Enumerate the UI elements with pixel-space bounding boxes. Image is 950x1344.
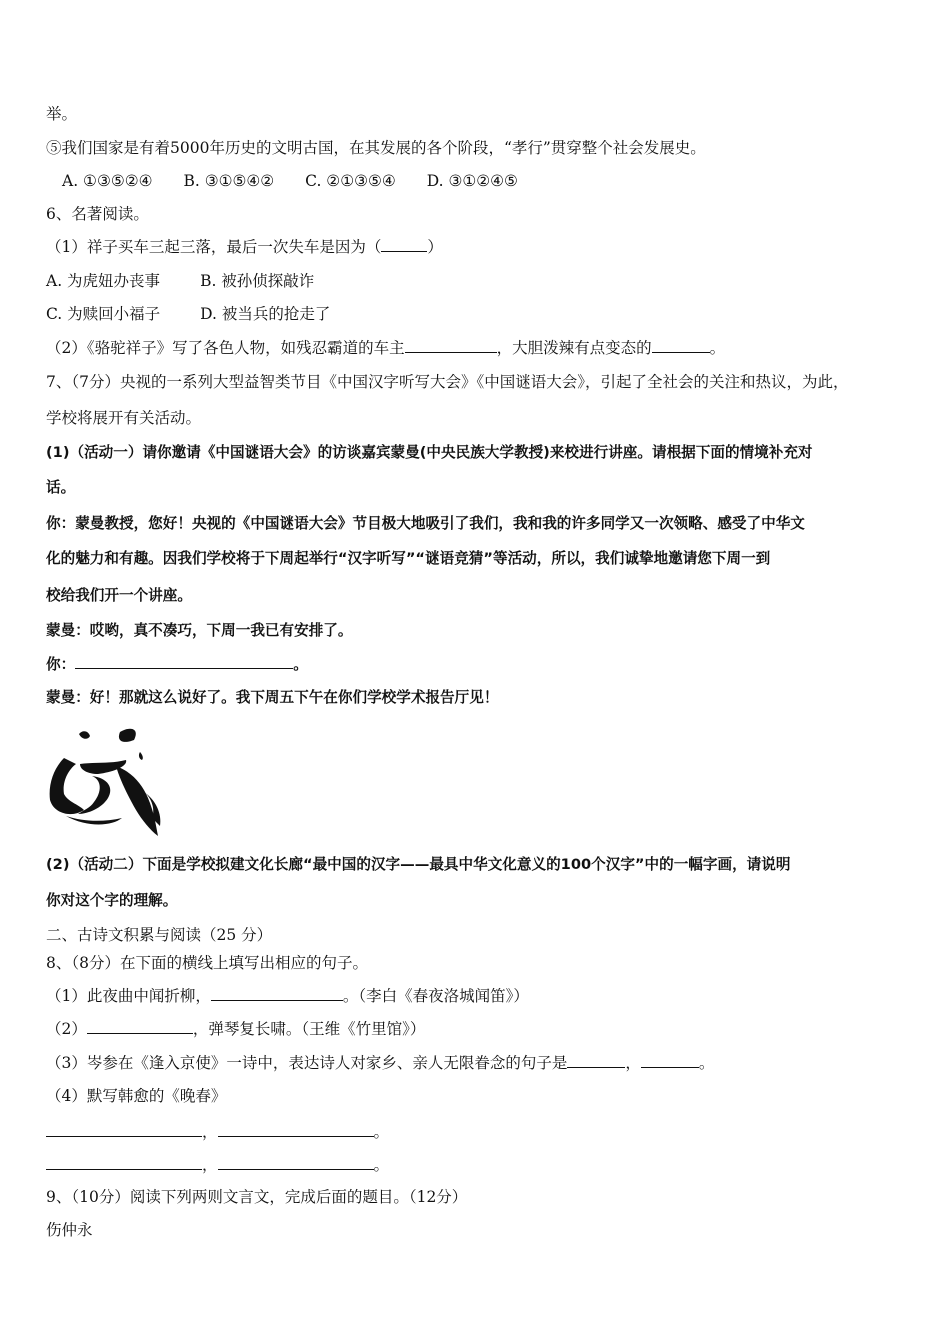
dialogue-mengman-1: 蒙曼：哎哟，真不凑巧，下周一我已有安排了。 bbox=[46, 622, 353, 639]
option-d: D. ③①②④⑤ bbox=[426, 172, 518, 190]
blank bbox=[567, 1053, 625, 1068]
q8-1-text: （1）此夜曲中闻折柳， bbox=[46, 987, 211, 1005]
answer-line-1 bbox=[46, 1122, 389, 1142]
question-7-title: 7、（7分）央视的一系列大型益智类节目《中国汉字听写大会》《中国谜语大会》，引起了全社会的关注和热议，为此， bbox=[46, 373, 849, 391]
blank bbox=[211, 986, 343, 1001]
comma: ， bbox=[202, 1156, 218, 1174]
q8-2-text: ，弹琴复长啸。（王维《竹里馆》） bbox=[192, 1020, 426, 1038]
q6-2-end: 。 bbox=[709, 339, 726, 357]
blank bbox=[75, 654, 293, 669]
q6-option-b: B. 被孙侦探敲诈 bbox=[200, 272, 315, 290]
period: 。 bbox=[373, 1156, 390, 1174]
option-b: B. ③①⑤④② bbox=[183, 172, 275, 190]
blank bbox=[46, 1122, 202, 1137]
activity-1-prompt-cont: 话。 bbox=[46, 479, 76, 496]
q6-2-text: （2）《骆驼祥子》写了各色人物，如残忍霸道的车主 bbox=[46, 339, 405, 357]
q8-3-end: 。 bbox=[698, 1054, 715, 1072]
q8-2-label: （2） bbox=[46, 1020, 87, 1038]
q6-2-text-b: ，大胆泼辣有点变态的 bbox=[496, 339, 652, 357]
option-c: C. ②①③⑤④ bbox=[305, 172, 396, 190]
question-8-1 bbox=[46, 986, 529, 1006]
q6-option-d: D. 被当兵的抢走了 bbox=[200, 305, 331, 323]
blank bbox=[218, 1122, 374, 1137]
blank bbox=[405, 338, 497, 353]
dialogue-you-1-end: 校给我们开一个讲座。 bbox=[46, 587, 192, 604]
q8-1-source: 。（李白《春夜洛城闻笛》） bbox=[342, 987, 529, 1005]
q6-1-text: （1）祥子买车三起三落，最后一次失车是因为（ bbox=[46, 238, 382, 256]
question-8-title: 8、（8分）在下面的横线上填写出相应的句子。 bbox=[46, 954, 368, 972]
q6-1-close: ） bbox=[427, 238, 443, 256]
dialogue-you-1-cont: 化的魅力和有趣。因我们学校将于下周起举行“汉字听写”“谜语竞猜”等活动，所以，我们诚挚地邀请您下周一到 bbox=[46, 550, 771, 567]
blank bbox=[381, 237, 427, 252]
blank bbox=[46, 1155, 202, 1170]
question-8-2 bbox=[46, 1019, 425, 1039]
answer-line-2 bbox=[46, 1155, 389, 1175]
question-9-title: 9、（10分）阅读下列两则文言文，完成后面的题目。（12分） bbox=[46, 1188, 468, 1206]
question-8-4: （4）默写韩愈的《晚春》 bbox=[46, 1087, 227, 1105]
q8-3-comma: ， bbox=[625, 1054, 641, 1072]
calligraphy-artwork bbox=[44, 718, 166, 842]
comma: ， bbox=[202, 1123, 218, 1141]
q6-options-ab bbox=[46, 271, 314, 291]
blank bbox=[652, 338, 710, 353]
question-8-3 bbox=[46, 1053, 714, 1073]
q6-options-cd bbox=[46, 304, 330, 324]
line-5-statement: ⑤我们国家是有着5000年历史的文明古国，在其发展的各个阶段，“孝行”贯穿整个社会发展史。 bbox=[46, 139, 706, 157]
dialogue-you-1: 你：蒙曼教授，您好！央视的《中国谜语大会》节目极大地吸引了我们，我和我的许多同学又一次领略、感受了中华文 bbox=[46, 515, 805, 532]
blank bbox=[87, 1019, 193, 1034]
dialogue-mengman-2: 蒙曼：好！那就这么说好了。我下周五下午在你们学校学术报告厅见！ bbox=[46, 689, 499, 706]
q6-option-a: A. 为虎妞办丧事 bbox=[46, 272, 161, 290]
you-label: 你： bbox=[46, 656, 76, 673]
question-6-title: 6、名著阅读。 bbox=[46, 205, 149, 223]
q8-3-text: （3）岑参在《逢入京使》一诗中，表达诗人对家乡、亲人无限眷念的句子是 bbox=[46, 1054, 568, 1072]
question-6-1 bbox=[46, 237, 443, 257]
activity-2-prompt: (2)（活动二）下面是学校拟建文化长廊“最中国的汉字——最具中华文化意义的100个汉字”中的一幅字画，请说明 bbox=[46, 856, 791, 873]
section-2-heading: 二、古诗文积累与阅读（25 分） bbox=[46, 926, 273, 944]
question-6-2 bbox=[46, 338, 725, 358]
activity-2-prompt-cont: 你对这个字的理解。 bbox=[46, 892, 178, 909]
blank bbox=[641, 1053, 699, 1068]
option-a: A. ①③⑤②④ bbox=[62, 172, 153, 190]
line-1: 举。 bbox=[46, 105, 78, 123]
q6-option-c: C. 为赎回小福子 bbox=[46, 305, 161, 323]
blank bbox=[218, 1155, 374, 1170]
answer-options-q5 bbox=[62, 171, 518, 191]
you-end: 。 bbox=[293, 656, 308, 673]
text-title-shang-zhongyong: 伤仲永 bbox=[46, 1221, 93, 1239]
question-7-cont: 学校将展开有关活动。 bbox=[46, 409, 202, 427]
period: 。 bbox=[373, 1123, 390, 1141]
activity-1-prompt: (1)（活动一）请你邀请《中国谜语大会》的访谈嘉宾蒙曼(中央民族大学教授)来校进行讲座。请根据下面的情境补充对 bbox=[46, 444, 813, 461]
dialogue-you-2 bbox=[46, 654, 308, 675]
calligraphy-wu-image bbox=[44, 718, 166, 842]
